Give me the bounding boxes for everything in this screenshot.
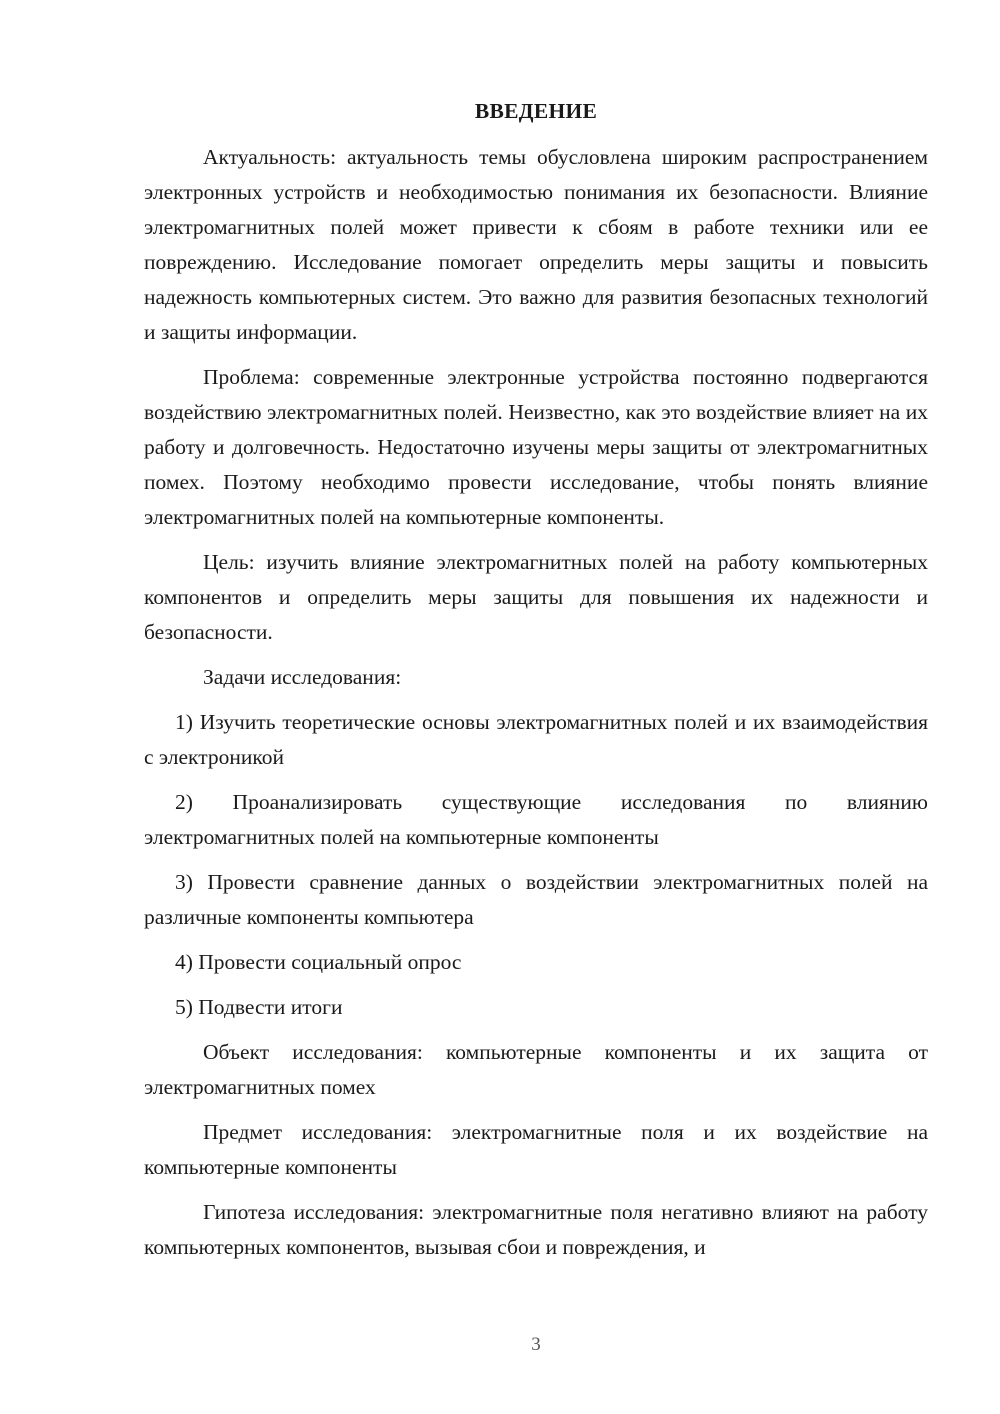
page-number: 3 <box>531 1334 541 1355</box>
page-content <box>144 94 928 1275</box>
goal-paragraph: Цель: изучить влияние электромагнитных полей на работу компьютерных компонентов и определить меры защиты для повышения их надежности и безопасности. <box>144 550 928 644</box>
object-paragraph: Объект исследования: компьютерные компоненты и их защита от электромагнитных помех <box>144 1040 928 1099</box>
section-title: ВВЕДЕНИЕ <box>474 99 598 123</box>
task-item: 4) Провести социальный опрос <box>175 950 462 974</box>
tasks-heading: Задачи исследования: <box>203 665 402 689</box>
task-item: 1) Изучить теоретические основы электромагнитных полей и их взаимодействия с электроникой <box>144 710 928 769</box>
task-item: 5) Подвести итоги <box>175 995 343 1019</box>
hypothesis-paragraph: Гипотеза исследования: электромагнитные поля негативно влияют на работу компьютерных компонентов, вызывая сбои и повреждения, и <box>144 1200 928 1259</box>
relevance-paragraph: Актуальность: актуальность темы обусловлена широким распространением электронных устройств и необходимостью понимания их безопасности. Влияние электромагнитных полей может привести к сбоям в работе техники или ее повреждению. Исследование помогает определить меры защиты и повысить надежность компьютерных систем. Это важно для развития безопасных технологий и защиты информации. <box>144 145 928 344</box>
task-item: 2) Проанализировать существующие исследования по влиянию электромагнитных полей на компьютерные компоненты <box>144 790 928 849</box>
task-item: 3) Провести сравнение данных о воздействии электромагнитных полей на различные компоненты компьютера <box>144 870 928 929</box>
problem-paragraph: Проблема: современные электронные устройства постоянно подвергаются воздействию электромагнитных полей. Неизвестно, как это воздействие влияет на их работу и долговечность. Недостаточно изучены меры защиты от электромагнитных помех. Поэтому необходимо провести исследование, чтобы понять влияние электромагнитных полей на компьютерные компоненты. <box>144 365 928 529</box>
subject-paragraph: Предмет исследования: электромагнитные поля и их воздействие на компьютерные компоненты <box>144 1120 928 1179</box>
